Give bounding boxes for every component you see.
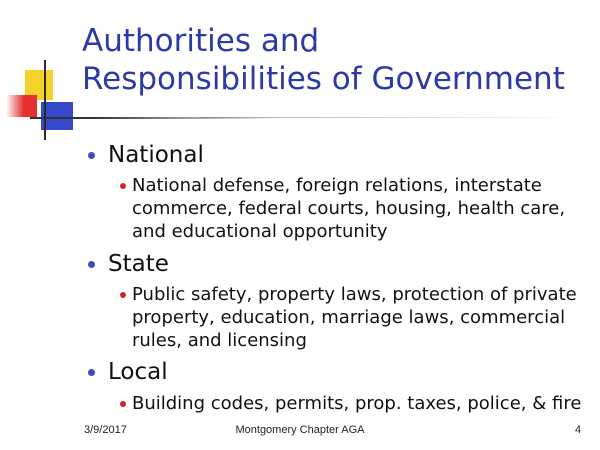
sub-bullet-text [132,283,592,352]
sub-bullet-line: Building codes, permits, prop. taxes, police, & fire [132,393,582,414]
bullet-heading: National [108,142,204,168]
decoration-red-square [7,95,37,117]
sub-bullet-line: and educational opportunity [132,221,388,242]
sub-bullet-line: Public safety, property laws, protection of private [132,284,577,305]
slide-title [82,22,592,98]
bullet-heading: State [108,251,169,277]
sub-bullet-text [132,174,592,243]
sub-bullet-dot-icon [120,292,126,298]
sub-bullet-dot-icon [120,183,126,189]
bullet-heading: Local [108,359,168,385]
sub-bullet-line: National defense, foreign relations, interstate [132,175,542,196]
footer-page-number: 4 [575,424,582,436]
bullet-dot-icon [88,369,95,376]
footer-title: Montgomery Chapter AGA [235,424,365,436]
decoration-vertical-line [44,60,46,140]
sub-bullet-line: property, education, marriage laws, commercial [132,307,566,328]
footer-date: 3/9/2017 [84,424,127,436]
sub-bullet-dot-icon [120,401,126,407]
bullet-dot-icon [88,261,95,268]
slide-title-line-2: Responsibilities of Government [82,61,565,97]
bullet-dot-icon [88,152,95,159]
sub-bullet-line: rules, and licensing [132,330,307,351]
sub-bullet-line: commerce, federal courts, housing, health care, [132,198,566,219]
slide-title-line-1: Authorities and [82,23,320,59]
sub-bullet-text [132,392,592,415]
title-underline-fade [200,117,560,118]
